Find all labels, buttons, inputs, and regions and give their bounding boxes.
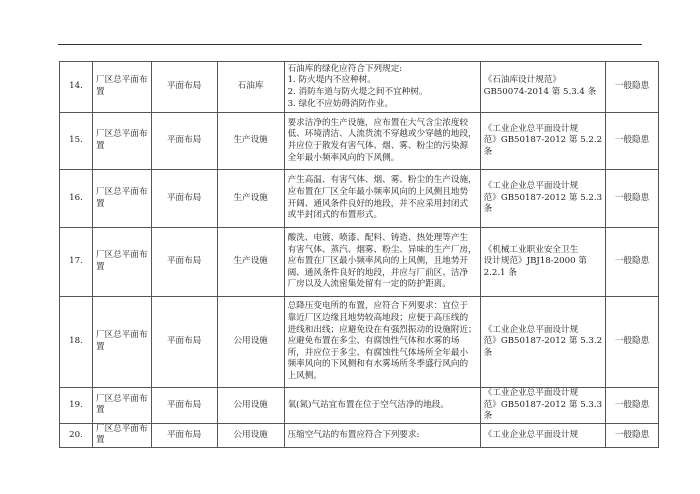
hazard-level-cell — [606, 170, 659, 228]
basis-line: 设计规范》JBJ18-2000 第 — [483, 256, 587, 267]
target-text: 生产设施 — [233, 192, 268, 203]
requirement-line: 2. 消防车道与防火堤之间不宜种树。 — [287, 87, 428, 97]
category-cell — [151, 62, 217, 113]
requirement-line: 所，并应位于多尘、有腐蚀性气体场所全年最小 — [287, 347, 469, 358]
requirement-line: 开阔、通风条件良好的地段，并不应采用封闭式 — [287, 198, 469, 209]
requirement-line: 应避免布置在多尘、有腐蚀性气体和水雾的场 — [287, 336, 460, 347]
requirement-line: 压缩空气站的布置应符合下列要求: — [287, 429, 420, 440]
target-text: 石油库 — [237, 81, 264, 92]
basis-line: 范》GB50187-2012 第 5.2.3 — [483, 192, 603, 203]
row-number-text: 18. — [69, 336, 83, 347]
hazard-level-text: 一般隐患 — [614, 256, 650, 267]
requirement-line: 低、环境清洁、人流货流不穿越或少穿越的地段， — [287, 129, 477, 140]
table-row — [60, 113, 659, 170]
requirement-cell — [284, 113, 480, 170]
basis-line: 条 — [483, 347, 493, 358]
basis-line: 《工业企业总平面设计规 — [483, 123, 579, 134]
basis-cell — [480, 62, 605, 113]
basis-line: 范》GB50187-2012 第 5.2.2 — [483, 135, 603, 146]
table-row — [60, 297, 659, 388]
category-text: 平面布局 — [166, 399, 202, 410]
row-number-text: 19. — [69, 399, 83, 410]
basis-line: 《工业企业总平面设计规 — [483, 388, 579, 398]
category-cell — [151, 113, 217, 170]
row-number-cell — [60, 113, 93, 170]
table-row — [60, 62, 659, 113]
hazard-level-text: 一般隐患 — [614, 336, 650, 347]
requirement-line: 应布置在厂区最小频率风向的上风侧，且地势开 — [287, 256, 469, 267]
requirement-line: 阔、通风条件良好的地段，并应与厂前区、洁净 — [287, 267, 469, 278]
requirement-cell — [284, 228, 480, 297]
category-cell — [151, 423, 217, 447]
area-cell — [93, 62, 152, 113]
area-line: 厂区总平面布 — [96, 393, 148, 404]
target-text: 公用设施 — [233, 399, 268, 410]
requirement-line: 总降压变电所的布置，应符合下列要求：宜位于 — [287, 301, 469, 312]
requirement-cell — [284, 297, 480, 388]
requirement-line: 并应位于散发有害气体、烟、雾、粉尘的污染源 — [287, 141, 469, 151]
requirement-line: 频率风向的下风侧和有水雾场所冬季盛行风向的 — [287, 359, 469, 370]
area-line: 厂区总平面布 — [96, 129, 148, 140]
category-cell — [151, 170, 217, 228]
area-line: 厂区总平面布 — [96, 250, 148, 261]
hazard-level-cell — [606, 423, 659, 447]
target-cell — [217, 423, 284, 447]
requirement-line: 上风侧。 — [287, 370, 322, 381]
category-text: 平面布局 — [166, 336, 202, 347]
area-line: 置 — [96, 262, 105, 272]
basis-line: GB50074-2014 第 5.3.4 条 — [483, 87, 597, 97]
row-number-text: 17. — [69, 256, 83, 267]
basis-line: 范》GB50187-2012 第 5.3.3 — [483, 399, 603, 410]
hazard-level-text: 一般隐患 — [614, 399, 650, 410]
category-text: 平面布局 — [166, 429, 202, 440]
category-cell — [151, 228, 217, 297]
requirement-line: 氧(氮)气站宜布置在位于空气洁净的地段。 — [287, 399, 449, 410]
requirement-line: 厂房以及人流密集处留有一定的防护距离。 — [287, 279, 451, 290]
category-cell — [151, 297, 217, 388]
target-cell — [217, 228, 284, 297]
category-text: 平面布局 — [166, 135, 202, 146]
target-text: 生产设施 — [233, 135, 268, 146]
basis-line: 条 — [483, 146, 493, 157]
row-number-cell — [60, 62, 93, 113]
area-line: 厂区总平面布 — [96, 423, 148, 434]
requirement-line: 全年最小频率风向的下风侧。 — [287, 152, 400, 163]
category-text: 平面布局 — [166, 192, 202, 203]
hazard-level-cell — [606, 113, 659, 170]
area-line: 置 — [96, 342, 105, 352]
table-row — [60, 388, 659, 424]
basis-line: 《工业企业总平面设计规 — [483, 324, 579, 335]
target-text: 公用设施 — [233, 336, 268, 347]
hazard-table — [59, 61, 659, 448]
category-text: 平面布局 — [166, 81, 202, 92]
area-cell — [93, 113, 152, 170]
table-row — [60, 170, 659, 228]
basis-line: 条 — [483, 411, 493, 422]
basis-line: 范》GB50187-2012 第 5.3.2 — [483, 336, 603, 347]
requirement-line: 酸洗、电镀、喷漆、配料、铸造、热处理等产生 — [287, 233, 469, 244]
row-number-text: 20. — [69, 429, 83, 440]
basis-line: 条 — [483, 204, 493, 215]
row-number-text: 14. — [69, 81, 83, 92]
requirement-line: 产生高温、有害气体、烟、雾、粉尘的生产设施， — [287, 175, 477, 186]
area-line: 置 — [96, 87, 105, 97]
hazard-level-cell — [606, 297, 659, 388]
target-cell — [217, 113, 284, 170]
area-line: 厂区总平面布 — [96, 330, 148, 341]
basis-cell — [480, 423, 605, 447]
target-cell — [217, 297, 284, 388]
hazard-level-cell — [606, 388, 659, 424]
requirement-cell — [284, 170, 480, 228]
area-line: 置 — [96, 405, 105, 416]
row-number-text: 15. — [69, 135, 83, 146]
requirement-line: 1. 防火堤内不应种树。 — [287, 75, 376, 86]
hazard-level-text: 一般隐患 — [614, 429, 650, 440]
area-line: 厂区总平面布 — [96, 75, 148, 86]
area-line: 置 — [96, 435, 105, 446]
row-number-cell — [60, 170, 93, 228]
area-cell — [93, 297, 152, 388]
requirement-cell — [284, 423, 480, 447]
basis-cell — [480, 170, 605, 228]
hazard-level-cell — [606, 62, 659, 113]
requirement-cell — [284, 388, 480, 424]
basis-cell — [480, 228, 605, 297]
area-cell — [93, 228, 152, 297]
basis-line: 《工业企业总平面设计规 — [483, 181, 579, 192]
category-text: 平面布局 — [166, 256, 202, 267]
area-line: 置 — [96, 198, 105, 209]
row-number-cell — [60, 388, 93, 424]
requirement-line: 或半封闭式的布置形式。 — [287, 210, 383, 221]
requirement-line: 进线和出线；应避免设在有强烈振动的设施附近； — [287, 324, 477, 335]
category-cell — [151, 388, 217, 424]
target-text: 公用设施 — [233, 429, 268, 440]
table-row — [60, 228, 659, 297]
requirement-line: 石油库的绿化应符合下列规定: — [287, 63, 403, 74]
target-cell — [217, 170, 284, 228]
table-row — [60, 423, 659, 447]
area-line: 厂区总平面布 — [96, 186, 148, 197]
requirement-line: 3. 绿化不应妨碍消防作业。 — [287, 98, 394, 109]
area-cell — [93, 170, 152, 228]
hazard-level-text: 一般隐患 — [614, 81, 650, 92]
requirement-line: 有害气体、蒸汽、烟雾、粉尘、异味的生产厂房， — [287, 244, 477, 255]
requirement-line: 应布置在厂区全年最小频率风向的上风侧且地势 — [287, 186, 469, 197]
header-rule — [58, 44, 642, 45]
requirement-cell — [284, 62, 480, 113]
target-cell — [217, 388, 284, 424]
basis-cell — [480, 113, 605, 170]
row-number-cell — [60, 228, 93, 297]
hazard-level-text: 一般隐患 — [614, 192, 650, 203]
requirement-line: 要求洁净的生产设施，应布置在大气含尘浓度较 — [287, 117, 469, 128]
basis-cell — [480, 297, 605, 388]
basis-cell — [480, 388, 605, 424]
basis-line: 《机械工业职业安全卫生 — [483, 244, 579, 255]
hazard-level-cell — [606, 228, 659, 297]
requirement-line: 靠近厂区边缘且地势较高地段；应便于高压线的 — [287, 313, 469, 324]
hazard-level-text: 一般隐患 — [614, 135, 650, 146]
area-line: 置 — [96, 141, 105, 151]
target-text: 生产设施 — [233, 256, 268, 267]
row-number-text: 16. — [69, 192, 83, 203]
target-cell — [217, 62, 284, 113]
row-number-cell — [60, 423, 93, 447]
area-cell — [93, 423, 152, 447]
basis-line: 《工业企业总平面设计规 — [483, 429, 579, 440]
basis-line: 2.2.1 条 — [483, 267, 517, 278]
table-body — [60, 62, 659, 448]
area-cell — [93, 388, 152, 424]
row-number-cell — [60, 297, 93, 388]
basis-line: 《石油库设计规范》 — [483, 75, 562, 86]
